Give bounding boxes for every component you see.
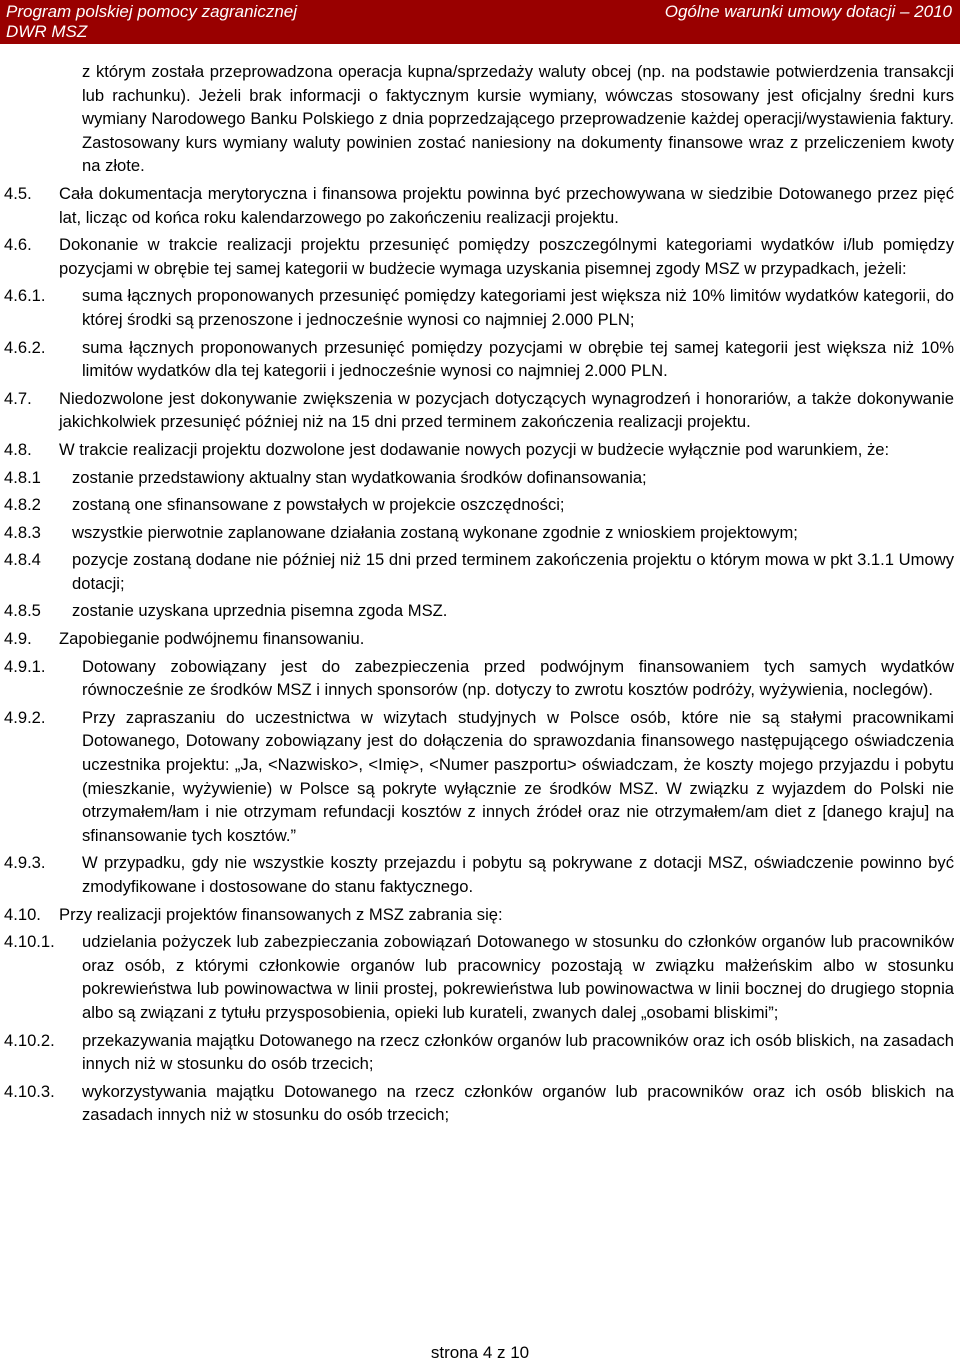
- clause-number: 4.7.: [4, 388, 32, 408]
- clause-4-6-2: [4, 336, 954, 383]
- clause-text: pozycje zostaną dodane nie później niż 15 dni przed terminem zakończenia projektu o którym mowa w pkt 3.1.1 Umowy dotacji;: [72, 550, 954, 593]
- clause-4-10-3: [4, 1080, 954, 1127]
- clause-number: 4.6.2.: [4, 337, 46, 357]
- clause-text: Dokonanie w trakcie realizacji projektu przesunięć pomiędzy poszczególnymi kategoriami wydatków i/lub pomiędzy pozycjami w obrębie tej samej kategorii w budżecie wymaga uzyskania pisemnej zgody MSZ w przypadkach, jeżeli:: [59, 235, 954, 278]
- clause-4-8: [4, 438, 954, 462]
- clause-text: suma łącznych proponowanych przesunięć pomiędzy pozycjami w obrębie tej samej kategorii jest większa niż 10% limitów wydatków dla tej kategorii i jednocześnie wynosi co najmniej 2.000 PLN.: [82, 337, 954, 381]
- header-document-title: Ogólne warunki umowy dotacji – 2010: [664, 2, 952, 21]
- clause-4-5: [4, 182, 954, 229]
- clause-text: Dotowany zobowiązany jest do zabezpieczenia przed podwójnym finansowaniem tych samych wydatków równocześnie ze środków MSZ i innych sponsorów (np. dotyczy to zwrotu kosztów podróży, wyżywienia, noclegów).: [82, 656, 954, 700]
- document-body: [4, 60, 954, 1131]
- clause-text: Cała dokumentacja merytoryczna i finansowa projektu powinna być przechowywana w siedzibie Dotowanego przez pięć lat, licząc od końca roku kalendarzowego po zakończeniu realizacji projektu.: [59, 183, 954, 227]
- clause-number: 4.9.1.: [4, 656, 46, 676]
- clause-text: W przypadku, gdy nie wszystkie koszty przejazdu i pobytu są pokrywane z dotacji MSZ, oświadczenie powinno być zmodyfikowane i dostosowane do stanu faktycznego.: [82, 853, 954, 896]
- clause-4-8-2: [4, 493, 954, 517]
- clause-number: 4.8.2: [4, 495, 41, 515]
- header-program: Program polskiej pomocy zagranicznej: [6, 2, 298, 21]
- clause-number: 4.8.1: [4, 467, 41, 487]
- clause-4-9-1: [4, 655, 954, 702]
- clause-4-8-1: [4, 466, 954, 490]
- clause-text: przekazywania majątku Dotowanego na rzecz członków organów lub pracowników oraz ich osób bliskich, na zasadach innych niż w stosunku do osób trzecich;: [82, 1030, 954, 1074]
- clause-4-6-1: [4, 284, 954, 331]
- clause-number: 4.9.: [4, 629, 32, 649]
- header-divider: [0, 44, 960, 46]
- clause-number: 4.8.: [4, 439, 32, 459]
- clause-number: 4.9.2.: [4, 707, 46, 727]
- clause-number: 4.10.2.: [4, 1030, 55, 1050]
- clause-text: wszystkie pierwotnie zaplanowane działania zostaną wykonane zgodnie z wnioskiem projektowym;: [72, 522, 798, 542]
- page-number: strona 4 z 10: [430, 1343, 530, 1362]
- clause-text: Niedozwolone jest dokonywanie zwiększenia w pozycjach dotyczących wynagrodzeń i honorariów, a także dokonywanie jakichkolwiek przesunięć później niż na 15 dni przed terminem zakończenia realizacji projektu.: [59, 388, 954, 432]
- clause-number: 4.9.3.: [4, 853, 46, 873]
- clause-4-9-2: [4, 706, 954, 848]
- header-left: [6, 2, 297, 42]
- clause-number: 4.5.: [4, 183, 32, 203]
- clause-text: suma łącznych proponowanych przesunięć pomiędzy kategoriami jest większa niż 10% limitów wydatków kategorii, do której środki są przenoszone i jednocześnie wynosi co najmniej 2.000 PLN;: [82, 286, 954, 329]
- clause-text: W trakcie realizacji projektu dozwolone jest dodawanie nowych pozycji w budżecie wyłącznie pod warunkiem, że:: [59, 439, 890, 459]
- clause-number: 4.10.3.: [4, 1081, 55, 1101]
- clause-4-6: [4, 233, 954, 280]
- clause-4-8-4: [4, 548, 954, 595]
- clause-4-10: [4, 903, 954, 927]
- clause-number: 4.6.1.: [4, 286, 46, 306]
- clause-number: 4.8.4: [4, 550, 41, 570]
- clause-text: udzielania pożyczek lub zabezpieczania zobowiązań Dotowanego w stosunku do członków organów lub pracowników oraz osób, z którymi członkowie organów lub pracownicy pozostają w związku małżeńskim albo w stosunku pokrewieństwa lub powinowactwa w linii prostej, pokrewieństwa lub powinowactwa w linii bocznej do drugiego stopnia albo są związani z tytułu przysposobienia, opieki lub kurateli, zwanych dalej „osobami bliskimi”;: [82, 932, 954, 1022]
- clause-number: 4.10.1.: [4, 932, 55, 952]
- clause-text: Przy zapraszaniu do uczestnictwa w wizytach studyjnych w Polsce osób, które nie są stałymi pracownikami Dotowanego, Dotowany zobowiązany jest do dołączenia do sprawozdania finansowego następującego oświadczenia uczestnika projektu: „Ja, <Nazwisko>, <Imię>, <Numer paszportu> oświadczam, że koszty mojego przyjazdu i pobytu (mieszkanie, wyżywienie) w Polsce są pokryte wyłącznie ze środków MSZ. W związku z wyjazdem do Polski nie otrzymałem/łam i nie otrzymam refundacji kosztów z innych źródeł oraz nie otrzymałem/am diet z [danego kraju] na sfinansowanie tych kosztów.”: [82, 707, 954, 845]
- clause-number: 4.8.3: [4, 522, 41, 542]
- continuation-paragraph: z którym została przeprowadzona operacja kupna/sprzedaży waluty obcej (np. na podstawie potwierdzenia transakcji lub rachunku). Jeżeli brak informacji o faktycznym kursie wymiany, wówczas stosowany jest oficjalny średni kurs wymiany Narodowego Banku Polskiego z dnia poprzedzającego przeprowadzenie każdej operacji/wystawienia faktury. Zastosowany kurs wymiany waluty powinien zostać naniesiony na dokumenty finansowe wraz z przeliczeniem kwoty na złote.: [82, 62, 954, 176]
- clause-text: Zapobieganie podwójnemu finansowaniu.: [59, 629, 365, 649]
- clause-number: 4.10.: [4, 904, 41, 924]
- clause-4-10-1: [4, 930, 954, 1024]
- page-header: [0, 0, 960, 44]
- clause-4-10-2: [4, 1029, 954, 1076]
- clause-4-9-3: [4, 851, 954, 898]
- clause-4-7: [4, 387, 954, 434]
- clause-number: 4.8.5: [4, 601, 41, 621]
- clause-text: wykorzystywania majątku Dotowanego na rzecz członków organów lub pracowników oraz ich osób bliskich na zasadach innych niż w stosunku do osób trzecich;: [82, 1081, 954, 1125]
- clause-4-8-5: [4, 599, 954, 623]
- clause-text: zostaną one sfinansowane z powstałych w projekcie oszczędności;: [72, 495, 565, 515]
- clause-text: Przy realizacji projektów finansowanych z MSZ zabrania się:: [59, 904, 503, 924]
- clause-4-9: [4, 627, 954, 651]
- header-dept: DWR MSZ: [6, 22, 88, 41]
- clause-number: 4.6.: [4, 235, 32, 255]
- clause-text: zostanie uzyskana uprzednia pisemna zgoda MSZ.: [72, 601, 448, 621]
- clause-text: zostanie przedstawiony aktualny stan wydatkowania środków dofinansowania;: [72, 467, 647, 487]
- clause-4-8-3: [4, 521, 954, 545]
